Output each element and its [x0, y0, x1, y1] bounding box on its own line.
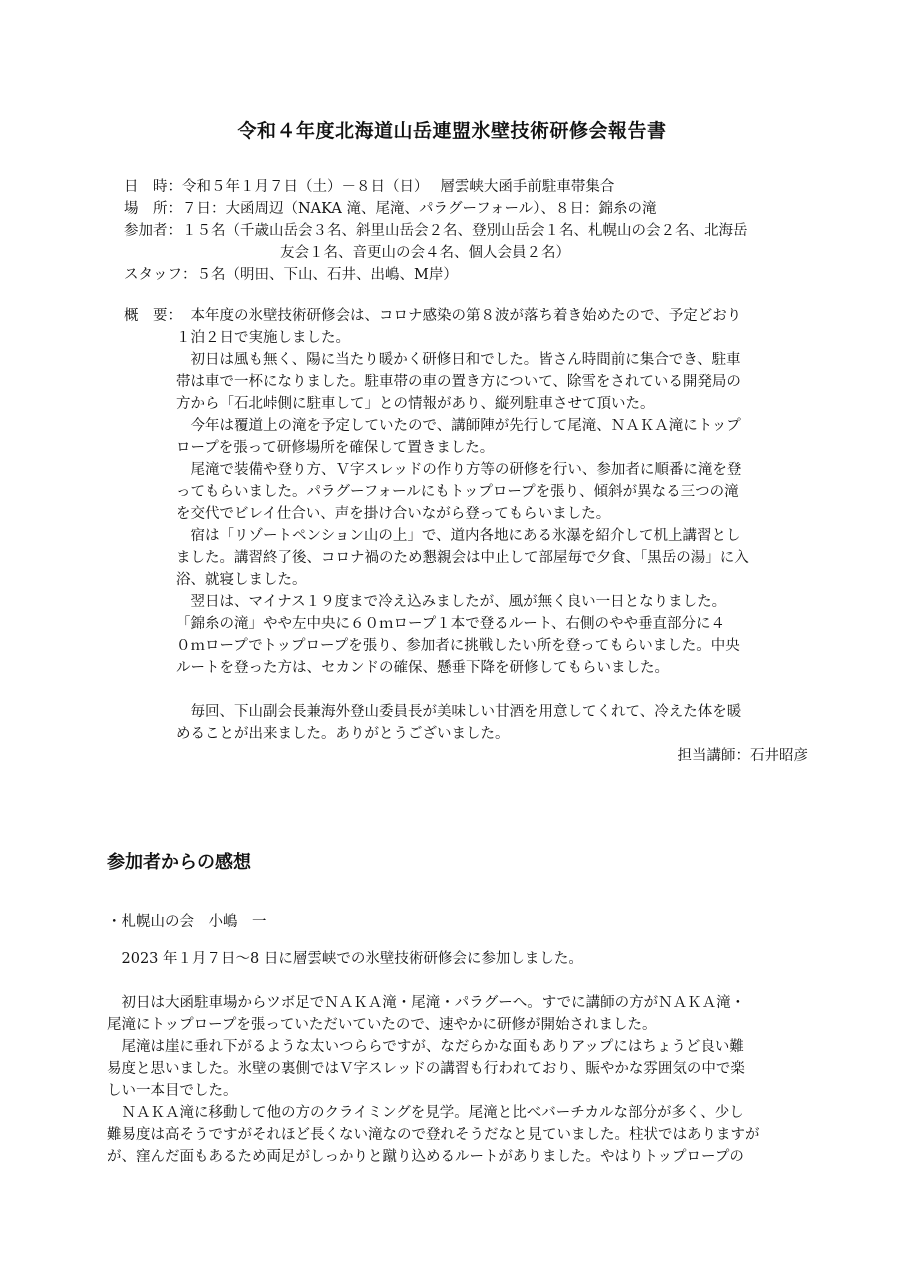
impression-line: 難易度は高そうですがそれほど長くない滝なので登れそうだなと見ていました。柱状ではありますが: [107, 1127, 760, 1143]
staff-row: [124, 264, 844, 286]
overview-section: [124, 305, 814, 767]
participants-row: [124, 220, 844, 242]
overview-line: ルートを登った方は、セカンドの確保、懸垂下降を研修してもらいました。: [176, 660, 669, 676]
overview-line: ０ｍロープでトップロープを張り、参加者に挑戦したい所を登ってもらいました。中央: [176, 638, 740, 654]
paragraph-gap: [176, 679, 814, 701]
overview-line: 宿は「リゾートペンション山の上」で、道内各地にある氷瀑を紹介して机上講習とし: [176, 528, 741, 544]
place-value: ７日：大函周辺（NAKA 滝、尾滝、パラグーフォール）、８日：錦糸の滝: [182, 201, 657, 217]
impression-line: が、窪んだ面もあるため両足がしっかりと蹴り込めるルートがありました。やはりトップロープの: [107, 1149, 744, 1165]
impressions-heading: 参加者からの感想: [107, 852, 251, 873]
overview-label: 概 要：: [124, 308, 182, 324]
participants-continuation: 友会１名、音更山の会４名、個人会員２名）: [280, 245, 570, 261]
overview-line: １泊２日で実施しました。: [176, 330, 350, 346]
overview-line: 本年度の氷壁技術研修会は、コロナ感染の第８波が落ち着き始めたので、予定どおり: [176, 308, 742, 324]
overview-body: [176, 305, 814, 767]
participants-label: 参加者：: [124, 223, 182, 239]
place-label: 場 所：: [124, 201, 182, 217]
overview-line: 翌日は、マイナス１９度まで冷え込みましたが、風が無く良い一日となりました。: [176, 594, 727, 610]
overview-line: ました。講習終了後、コロナ禍のため懇親会は中止して部屋毎で夕食、「黒岳の湯」に入: [176, 550, 749, 566]
place-row: [124, 198, 844, 220]
paragraph-gap: [107, 970, 827, 992]
impression-line: 初日は大函駐車場からツボ足でＮＡＫＡ滝・尾滝・パラグーへ。すでに講師の方がＮＡＫＡ滝・: [107, 995, 746, 1011]
staff-value: ５名（明田、下山、石井、出嶋、M岸）: [196, 267, 458, 283]
overview-line: 初日は風も無く、陽に当たり暖かく研修日和でした。皆さん時間前に集合でき、駐車: [176, 352, 741, 368]
closing-line: めることが出来ました。ありがとうございました。: [176, 726, 510, 742]
date-row: [124, 176, 844, 198]
date-label: 日 時：: [124, 179, 182, 195]
impression-line: ＮＡＫＡ滝に移動して他の方のクライミングを見学。尾滝と比べバーチカルな部分が多く、少し: [107, 1105, 744, 1121]
overview-line: ロープを張って研修場所を確保して置きました。: [176, 440, 495, 456]
impression-line: しい一本目でした。: [107, 1083, 238, 1099]
participants-value: １５名（千歳山岳会３名、斜里山岳会２名、登別山岳会１名、札幌山の会２名、北海岳: [182, 223, 748, 239]
impression-intro: 2023 年１月７日～8 日に層雲峡での氷壁技術研修会に参加しました。: [107, 951, 583, 967]
impression-body: [107, 948, 827, 1168]
impression-line: 尾滝は崖に垂れ下がるような太いつららですが、なだらかな面もありアップにはちょうど良い難: [107, 1039, 744, 1055]
overview-line: 「錦糸の滝」やや左中央に６０ｍロープ１本で登るルート、右側のやや垂直部分に４: [176, 616, 725, 632]
overview-line: 浴、就寝しました。: [176, 572, 307, 588]
impression-line: 易度と思いました。氷壁の裏側ではＶ字スレッドの講習も行われており、賑やかな雰囲気の中で楽: [107, 1061, 745, 1077]
impression-line: 尾滝にトップロープを張っていただいていたので、速やかに研修が開始されました。: [107, 1017, 657, 1033]
closing-line: 毎回、下山副会長兼海外登山委員長が美味しい甘酒を用意してくれて、冷えた体を暖: [176, 704, 742, 720]
overview-line: 方から「石北峠側に駐車して」との情報があり、縦列駐車させて頂いた。: [176, 396, 655, 412]
overview-line: 尾滝で装備や登り方、Ｖ字スレッドの作り方等の研修を行い、参加者に順番に滝を登: [176, 462, 742, 478]
date-value: 令和５年１月７日（土）－８日（日） 層雲峡大函手前駐車帯集合: [182, 179, 615, 195]
overview-line: 今年は覆道上の滝を予定していたので、講師陣が先行して尾滝、ＮＡＫＡ滝にトップ: [176, 418, 741, 434]
overview-line: ってもらいました。パラグーフォールにもトップロープを張り、傾斜が異なる三つの滝: [176, 484, 739, 500]
instructor-signature: 担当講師：石井昭彦: [677, 748, 808, 764]
staff-label: スタッフ：: [124, 267, 197, 283]
overview-line: を交代でビレイ仕合い、声を掛け合いながら登ってもらいました。: [176, 506, 611, 522]
impression-author: ・札幌山の会 小嶋 一: [107, 914, 267, 930]
event-details: [124, 176, 844, 286]
report-title: 令和４年度北海道山岳連盟氷壁技術研修会報告書: [237, 120, 667, 142]
overview-line: 帯は車で一杯になりました。駐車帯の車の置き方について、除雪をされている開発局の: [176, 374, 741, 390]
